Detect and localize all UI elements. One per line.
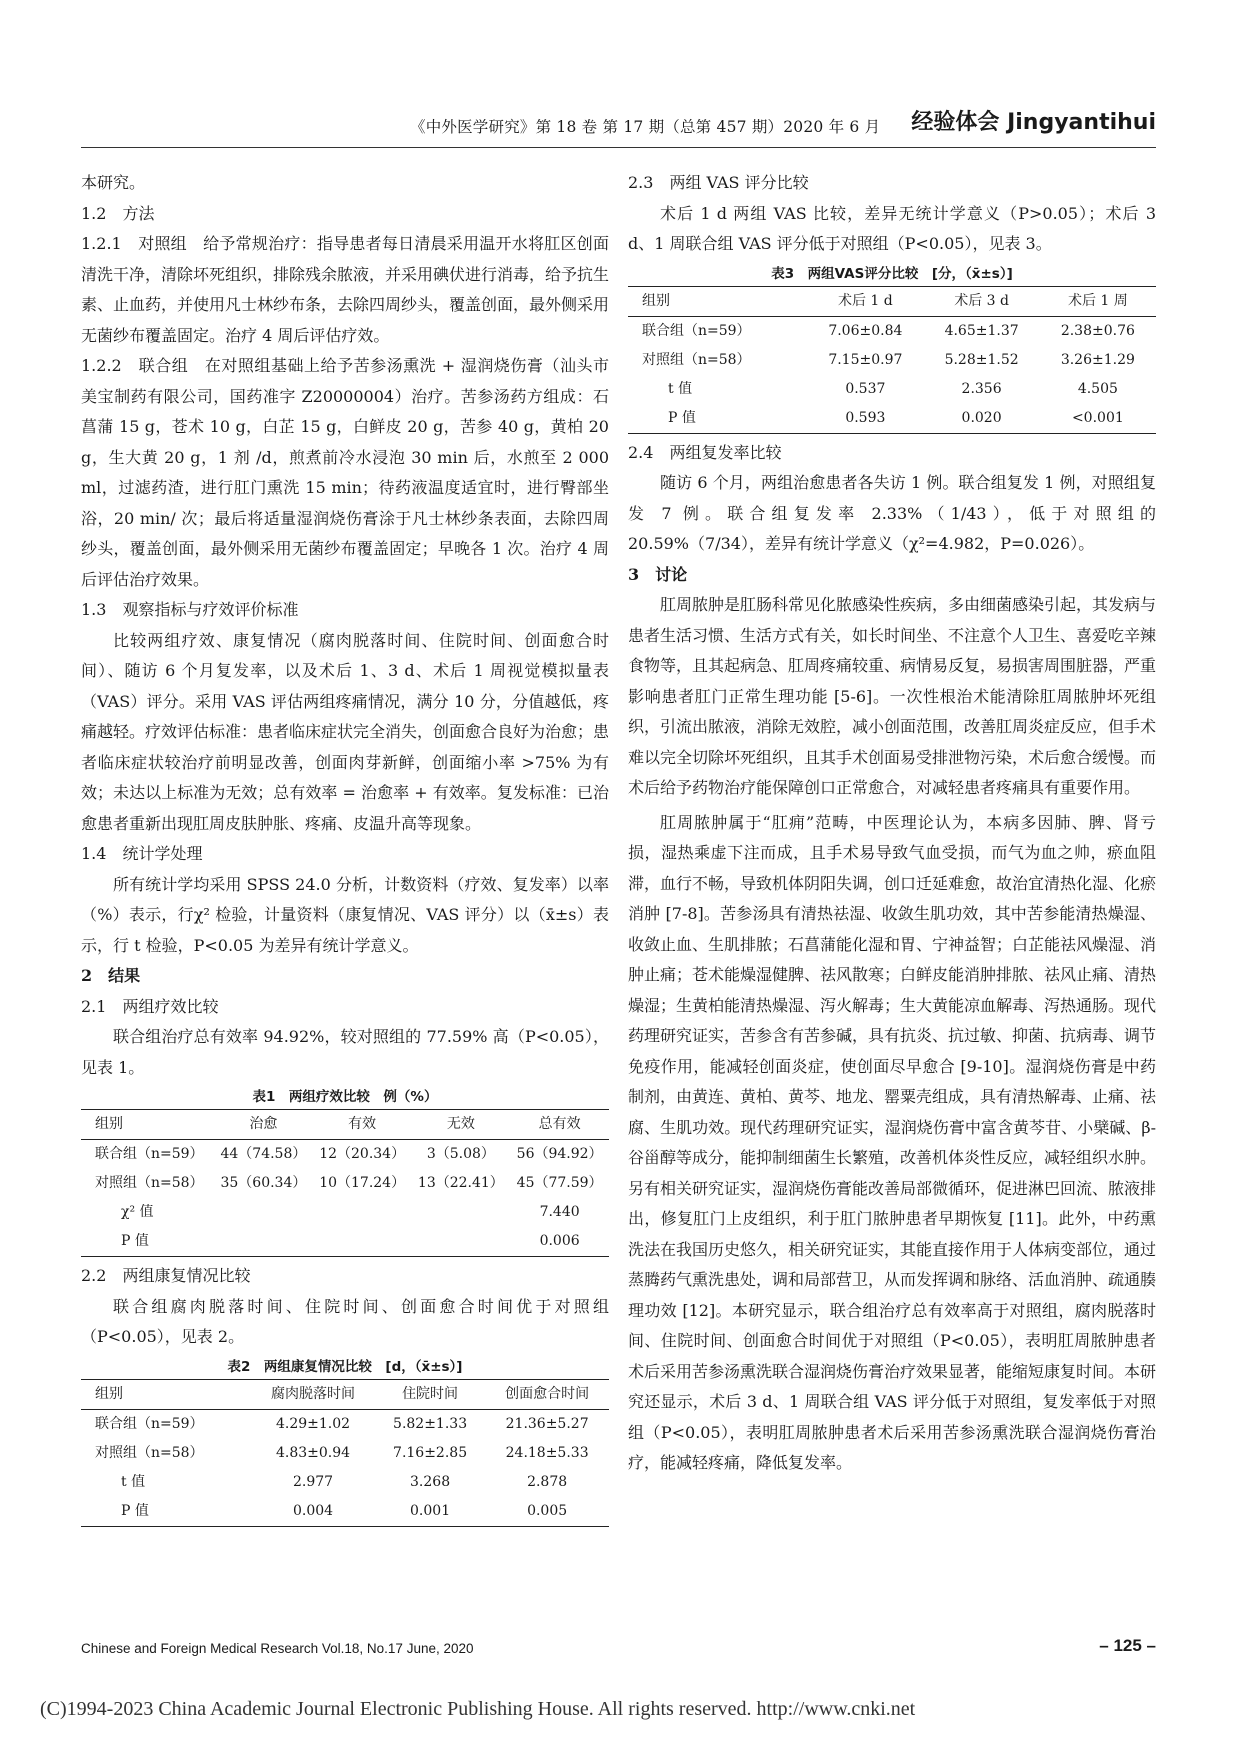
table-cell: 4.65±1.37 (944, 322, 1019, 339)
table3 (628, 286, 1156, 434)
table-cell: 0.020 (923, 404, 1039, 434)
paragraph-3-a: 肛周脓肿是肛肠科常见化脓感染性疾病，多由细菌感染引起，其发病与患者生活习惯、生活方式有关，如长时间坐、不注意个人卫生、喜爱吃辛辣食物等，且其起病急、肛周疼痛较重、病情易反复，易损害周围脏器，严重影响患者肛门正常生理功能 [5-6]。一次性根治术能清除肛周脓肿坏死组织，引流出脓液，消除无效腔，减小创面范围，改善肛周炎症反应，但手术难以完全切除坏死组织，且其手术创面易受排泄物污染，术后愈合缓慢。而术后给予药物治疗能保障创口正常愈合，对减轻患者疼痛具有重要作用。 (628, 595, 1157, 797)
table3-header-cell: 术后 1 周 (1040, 286, 1156, 316)
table-cell (412, 1227, 511, 1257)
paragraph-1-2-2: 1.2.2 联合组 在对照组基础上给予苦参汤熏洗 + 湿润烧伤膏（汕头市美宝制药有限公司，国药准字 Z20000004）治疗。苦参汤药方组成：石菖蒲 15 g，苍术 10 g，白芷 15 g，白鲜皮 20 g，苦参 40 g，黄柏 20 g，生大黄 20 g，1 剂 /d，煎煮前冷水浸泡 30 min 后，水煎至 2 000 ml，过滤药渣，进行肛门熏洗 15 min；待药液温度适宜时，进行臀部坐浴，20 min/ 次；最后将适量湿润烧伤膏涂于凡士林纱条表面，去除四周纱头，覆盖创面，最外侧采用无菌纱布覆盖固定；早晚各 1 次。治疗 4 周后评估治疗效果。 (81, 356, 609, 589)
heading-2-1: 2.1 两组疗效比较 (81, 996, 219, 1016)
heading-1-3: 1.3 观察指标与疗效评价标准 (81, 600, 299, 619)
table1 (81, 1109, 609, 1257)
paragraph-2-1: 联合组治疗总有效率 94.92%，较对照组的 77.59% 高（P<0.05），见表 1。 (81, 1027, 609, 1077)
table-row (81, 1227, 609, 1257)
table-cell: P 值 (81, 1497, 251, 1527)
table2-caption: 表2 两组康复情况比较 [d，（x̄±s）] (227, 1358, 463, 1375)
table3-caption: 表3 两组VAS评分比较 [分，（x̄±s）] (771, 265, 1013, 282)
header-rule (81, 147, 1156, 148)
table2-header-cell: 创面愈合时间 (485, 1379, 609, 1409)
table3-header-cell: 组别 (628, 286, 807, 316)
table2 (81, 1379, 609, 1527)
table-cell: 12（20.34） (319, 1146, 406, 1162)
table-cell: 联合组（n=59） (95, 1415, 204, 1432)
table-cell: 10（17.24） (319, 1175, 406, 1191)
table-cell: 联合组（n=59） (95, 1146, 204, 1162)
table-cell (313, 1198, 412, 1227)
table-cell (412, 1198, 511, 1227)
table-cell: t 值 (121, 1473, 146, 1490)
table-cell: 对照组（n=58） (95, 1175, 204, 1191)
table-row (81, 1409, 609, 1439)
table-cell: 7.440 (539, 1204, 580, 1220)
table2-header-cell: 组别 (81, 1379, 251, 1409)
table1-header-cell: 有效 (313, 1110, 412, 1140)
table-cell: 2.356 (961, 380, 1002, 397)
journal-header-title: 《中外医学研究》第 18 卷 第 17 期（总第 457 期）2020 年 6 月 (410, 118, 881, 136)
table-row (628, 346, 1156, 375)
right-column (628, 168, 1156, 1479)
paragraph-1-3: 比较两组疗效、康复情况（腐肉脱落时间、住院时间、创面愈合时间）、随访 6 个月复发率，以及术后 1、3 d、术后 1 周视觉模拟量表（VAS）评分。采用 VAS 评估两组疼痛情况，满分 10 分，分值越低，疼痛越轻。疗效评估标准：患者临床症状完全消失，创面愈合良好为治愈；患者临床症状较治疗前明显改善，创面肉芽新鲜，创面缩小率 >75% 为有效；未达以上标准为无效；总有效率 = 治愈率 + 有效率。复发标准：已治愈患者重新出现肛周皮肤肿胀、疼痛、皮温升高等现象。 (81, 630, 610, 833)
table2-header-cell: 住院时间 (375, 1379, 485, 1409)
table-cell: 21.36±5.27 (505, 1415, 589, 1432)
table1-header-cell: 无效 (412, 1110, 511, 1140)
table-cell: 4.83±0.94 (276, 1444, 351, 1461)
table-cell: 3.26±1.29 (1060, 351, 1135, 368)
table-cell: 0.004 (251, 1497, 375, 1527)
table1-header-row (81, 1110, 609, 1140)
table2-header-row (81, 1379, 609, 1409)
table1-header-cell: 总有效 (510, 1110, 609, 1140)
table-cell: 联合组（n=59） (642, 322, 751, 339)
paragraph-3-b: 肛周脓肿属于“肛痈”范畴，中医理论认为，本病多因肺、脾、肾亏损，湿热乘虚下注而成，且手术易导致气血受损，而气为血之帅，瘀血阻滞，血行不畅，导致机体阴阳失调，创口迁延难愈，故治宜清热化湿、化瘀消肿 [7-8]。苦参汤具有清热祛湿、收敛生肌功效，其中苦参能清热燥湿、收敛止血、生肌排脓；石菖蒲能化湿和胃、宁神益智；白芷能祛风燥湿、消肿止痛；苍术能燥湿健脾、祛风散寒；白鲜皮能消肿排脓、祛风止痛、清热燥湿；生黄柏能清热燥湿、泻火解毒；生大黄能凉血解毒、泻热通肠。现代药理研究证实，苦参含有苦参碱，具有抗炎、抗过敏、抑菌、抗病毒、调节免疫作用，能减轻创面炎症，使创面尽早愈合 [9-10]。湿润烧伤膏是中药制剂，由黄连、黄柏、黄芩、地龙、罂粟壳组成，具有清热解毒、止痛、祛腐、生肌功效。现代药理研究证实，湿润烧伤膏中富含黄芩苷、小檗碱、β- 谷甾醇等成分，能抑制细菌生长繁殖，改善机体炎性反应，减轻组织水肿。另有相关研究证实，湿润烧伤膏能改善局部微循环，促进淋巴回流、脓液排出，修复肛门上皮组织，利于肛门脓肿患者早期恢复 [11]。此外，中药熏洗法在我国历史悠久，相关研究证实，其能直接作用于人体病变部位，通过蒸腾药气熏洗患处，调和局部营卫，从而发挥调和脉络、活血消肿、疏通腠理功效 [12]。本研究显示，联合组治疗总有效率高于对照组，腐肉脱落时间、住院时间、创面愈合时间优于对照组（P<0.05），表明肛周脓肿患者术后采用苦参汤熏洗联合湿润烧伤膏治疗效果显著，能缩短康复时间。本研究还显示，术后 3 d、1 周联合组 VAS 评分低于对照组，复发率低于对照组（P<0.05），表明肛周脓肿患者术后采用苦参汤熏洗联合湿润烧伤膏治疗，能减轻疼痛，降低复发率。 (628, 812, 1157, 1472)
heading-2-2: 2.2 两组康复情况比较 (81, 1266, 251, 1285)
left-column (81, 168, 609, 1531)
table2-header-cell: 腐肉脱落时间 (251, 1379, 375, 1409)
table-cell: 7.06±0.84 (828, 322, 903, 339)
table-row (81, 1497, 609, 1527)
table-cell: 35（60.34） (220, 1175, 307, 1191)
table-cell: 对照组（n=58） (95, 1444, 204, 1461)
table-cell: 24.18±5.33 (505, 1444, 589, 1461)
table-cell: 13（22.41） (417, 1175, 504, 1191)
table1-header-cell: 组别 (81, 1110, 214, 1140)
table3-header-cell: 术后 1 d (807, 286, 923, 316)
paragraph-1-2-1: 1.2.1 对照组 给予常规治疗：指导患者每日清晨采用温开水将肛区创面清洗干净，清除坏死组织，排除残余脓液，并采用碘伏进行消毒，给予抗生素、止血药，并使用凡士林纱布条，去除四周纱头，覆盖创面，最外侧采用无菌纱布覆盖固定。治疗 4 周后评估疗效。 (81, 234, 610, 345)
table-row (628, 404, 1156, 434)
table1-header-cell: 治愈 (214, 1110, 313, 1140)
table-row (81, 1439, 609, 1468)
table-cell: χ² 值 (121, 1204, 154, 1220)
heading-2-4: 2.4 两组复发率比较 (628, 442, 782, 462)
table-cell: 5.28±1.52 (944, 351, 1019, 368)
heading-2-3: 2.3 两组 VAS 评分比较 (628, 173, 809, 192)
table-cell: t 值 (668, 380, 693, 397)
section-label: 经验体会 Jingyantihui (911, 110, 1156, 135)
table-row (81, 1468, 609, 1497)
table-row (628, 375, 1156, 404)
paragraph-1-4: 所有统计学均采用 SPSS 24.0 分析，计数资料（疗效、复发率）以率（%）表示，行χ² 检验，计量资料（康复情况、VAS 评分）以（x̄±s）表示，行 t 检验，P<0.05 为差异有统计学意义。 (81, 874, 609, 955)
heading-1-4: 1.4 统计学处理 (81, 844, 203, 863)
table-cell: 5.82±1.33 (393, 1415, 468, 1432)
paragraph-2-4: 随访 6 个月，两组治愈患者各失访 1 例。联合组复发 1 例，对照组复发 7 例。联合组复发率 2.33%（1/43），低于对照组的 20.59%（7/34），差异有统计学意义（χ²=4.982，P=0.026）。 (628, 473, 1156, 553)
table-cell: 3（5.08） (426, 1146, 495, 1162)
table-cell: 对照组（n=58） (642, 351, 751, 368)
page-number: – 125 – (1099, 1636, 1156, 1655)
copyright-notice: (C)1994-2023 China Academic Journal Electronic Publishing House. All rights reserved. http://www.cnki.net (40, 1698, 916, 1720)
table-cell (214, 1227, 313, 1257)
table-cell: 0.537 (845, 380, 886, 397)
table-row (81, 1169, 609, 1198)
table-cell: 45（77.59） (516, 1175, 603, 1191)
table-cell: P 值 (628, 404, 807, 434)
table-cell: 56（94.92） (516, 1146, 603, 1162)
table-cell: P 值 (81, 1227, 214, 1257)
paragraph-intro: 本研究。 (81, 173, 146, 192)
paragraph-2-3: 术后 1 d 两组 VAS 比较，差异无统计学意义（P>0.05）；术后 3 d、1 周联合组 VAS 评分低于对照组（P<0.05），见表 3。 (628, 203, 1156, 253)
table-cell: <0.001 (1040, 404, 1156, 434)
table-cell: 0.593 (807, 404, 923, 434)
table-cell: 0.006 (510, 1227, 609, 1257)
table-cell: 2.878 (527, 1473, 568, 1490)
table1-caption: 表1 两组疗效比较 例（%） (252, 1089, 438, 1105)
heading-1-2: 1.2 方法 (81, 203, 155, 223)
table-cell: 7.16±2.85 (393, 1444, 468, 1461)
table-cell: 7.15±0.97 (828, 351, 903, 368)
table-cell: 4.505 (1077, 380, 1118, 397)
footer-journal-name: Chinese and Foreign Medical Research Vol.18, No.17 June, 2020 (81, 1641, 474, 1656)
heading-3: 3 讨论 (628, 564, 688, 584)
table3-header-row (628, 286, 1156, 316)
table-row (81, 1198, 609, 1227)
heading-2: 2 结果 (81, 966, 141, 985)
table-cell: 2.977 (292, 1473, 334, 1490)
table-cell: 44（74.58） (220, 1146, 307, 1162)
table-row (628, 316, 1156, 346)
table-cell (313, 1227, 412, 1257)
table3-header-cell: 术后 3 d (923, 286, 1039, 316)
table-cell: 4.29±1.02 (276, 1415, 351, 1432)
table-row (81, 1140, 609, 1170)
table-cell: 3.268 (410, 1473, 451, 1490)
table-cell: 2.38±0.76 (1060, 322, 1135, 339)
paragraph-2-2: 联合组腐肉脱落时间、住院时间、创面愈合时间优于对照组（P<0.05），见表 2。 (81, 1296, 609, 1346)
table-cell (214, 1198, 313, 1227)
table-cell: 0.001 (375, 1497, 485, 1527)
table-cell: 0.005 (485, 1497, 609, 1527)
